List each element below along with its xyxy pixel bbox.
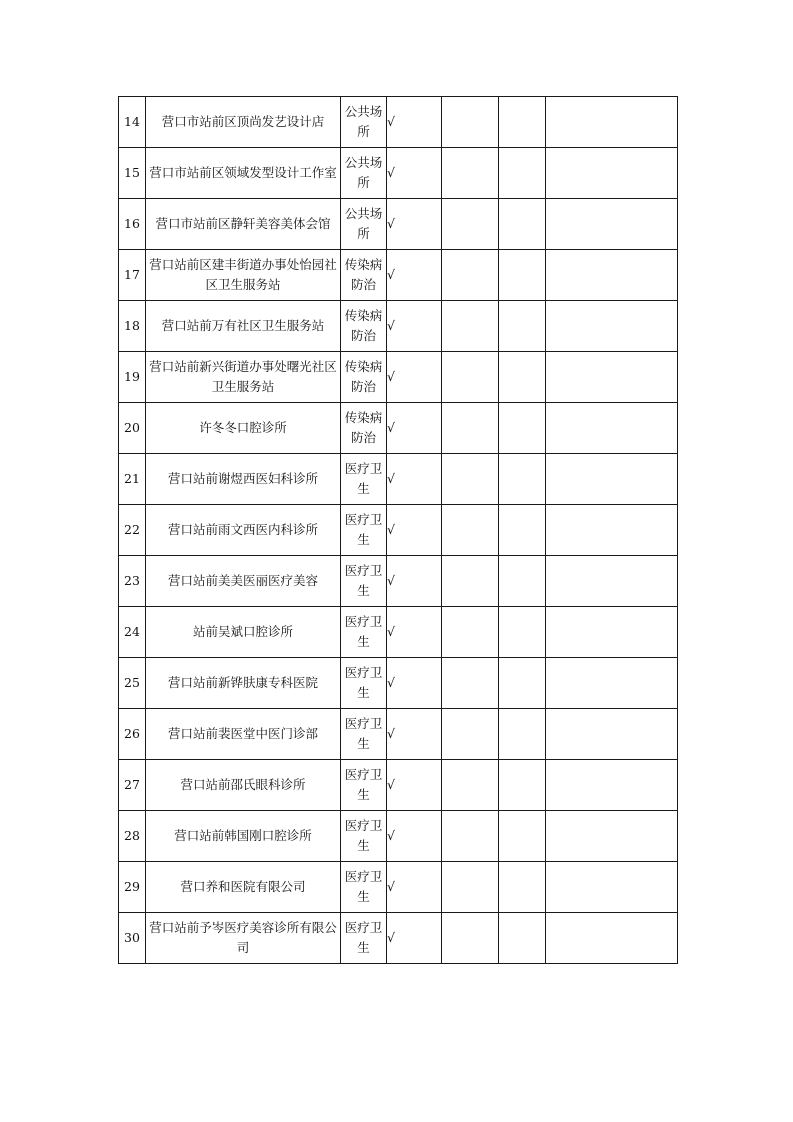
row-number: 20 [119,403,146,454]
check-mark: √ [387,607,442,658]
inspection-category [341,709,387,760]
empty-cell [442,811,499,862]
table-row [119,352,678,403]
empty-cell [546,760,678,811]
facility-name [146,199,341,250]
inspection-category-text: 医疗卫生 [344,920,383,955]
empty-cell [499,352,546,403]
facility-name [146,862,341,913]
facility-name-text: 许冬冬口腔诊所 [199,420,287,435]
check-mark: √ [387,709,442,760]
facility-name-text: 营口站前区建丰街道办事处怡园社区卫生服务站 [149,257,337,292]
check-mark: √ [387,403,442,454]
inspection-category [341,811,387,862]
empty-cell [442,454,499,505]
facility-name-text: 营口站前裴医堂中医门诊部 [167,726,318,741]
table-row [119,97,678,148]
facility-name [146,811,341,862]
inspection-category [341,913,387,964]
empty-cell [546,199,678,250]
inspection-category [341,250,387,301]
empty-cell [499,505,546,556]
facility-name-text: 营口站前邵氏眼科诊所 [180,777,306,792]
empty-cell [546,913,678,964]
empty-cell [442,403,499,454]
empty-cell [546,352,678,403]
inspection-category [341,760,387,811]
empty-cell [546,607,678,658]
facility-name [146,658,341,709]
facility-name [146,352,341,403]
facility-name-text: 营口站前万有社区卫生服务站 [161,318,325,333]
row-number: 29 [119,862,146,913]
check-mark: √ [387,250,442,301]
table-row [119,199,678,250]
facility-name [146,505,341,556]
facility-name [146,709,341,760]
facility-name [146,760,341,811]
check-mark: √ [387,556,442,607]
empty-cell [546,250,678,301]
inspection-category-text: 公共场所 [344,104,383,139]
inspection-category-text: 医疗卫生 [344,563,383,598]
table-row [119,301,678,352]
empty-cell [499,811,546,862]
row-number: 28 [119,811,146,862]
empty-cell [499,607,546,658]
empty-cell [499,658,546,709]
empty-cell [546,301,678,352]
facility-name [146,913,341,964]
row-number: 19 [119,352,146,403]
table-row [119,607,678,658]
empty-cell [499,556,546,607]
empty-cell [442,607,499,658]
table-row [119,760,678,811]
empty-cell [442,658,499,709]
inspection-category-text: 医疗卫生 [344,716,383,751]
inspection-category-text: 传染病防治 [344,410,383,445]
row-number: 25 [119,658,146,709]
empty-cell [442,760,499,811]
inspection-category [341,403,387,454]
check-mark: √ [387,505,442,556]
inspection-category [341,505,387,556]
inspection-category [341,556,387,607]
empty-cell [546,454,678,505]
inspection-category-text: 医疗卫生 [344,818,383,853]
inspection-category [341,607,387,658]
row-number: 21 [119,454,146,505]
facility-name-text: 营口站前谢煜西医妇科诊所 [167,471,318,486]
facility-name [146,556,341,607]
empty-cell [442,862,499,913]
facility-name-text: 营口站前新铧肤康专科医院 [167,675,318,690]
table-row [119,148,678,199]
facility-name [146,97,341,148]
empty-cell [499,760,546,811]
inspection-category-text: 医疗卫生 [344,614,383,649]
row-number: 26 [119,709,146,760]
check-mark: √ [387,658,442,709]
facility-name-text: 营口市站前区领域发型设计工作室 [149,165,337,180]
empty-cell [499,709,546,760]
row-number: 24 [119,607,146,658]
row-number: 14 [119,97,146,148]
facility-name [146,250,341,301]
facility-name-text: 营口市站前区静轩美容美体会馆 [155,216,331,231]
empty-cell [546,403,678,454]
table-row [119,454,678,505]
inspection-category [341,862,387,913]
inspection-category-text: 公共场所 [344,155,383,190]
facility-name-text: 营口站前美美医丽医疗美容 [167,573,318,588]
empty-cell [546,862,678,913]
inspection-category [341,97,387,148]
row-number: 27 [119,760,146,811]
check-mark: √ [387,148,442,199]
facility-name-text: 营口站前雨文西医内科诊所 [167,522,318,537]
facility-name [146,607,341,658]
inspection-category-text: 医疗卫生 [344,512,383,547]
empty-cell [442,301,499,352]
inspection-category [341,301,387,352]
empty-cell [546,811,678,862]
check-mark: √ [387,97,442,148]
row-number: 17 [119,250,146,301]
table-row [119,862,678,913]
table-row [119,913,678,964]
check-mark: √ [387,811,442,862]
empty-cell [499,301,546,352]
empty-cell [546,97,678,148]
check-mark: √ [387,199,442,250]
empty-cell [499,862,546,913]
empty-cell [546,148,678,199]
table-row [119,811,678,862]
row-number: 18 [119,301,146,352]
facility-name [146,301,341,352]
facility-name [146,403,341,454]
empty-cell [442,97,499,148]
inspection-category [341,148,387,199]
inspection-category-text: 传染病防治 [344,359,383,394]
inspection-category-text: 传染病防治 [344,308,383,343]
empty-cell [499,148,546,199]
facility-name [146,454,341,505]
empty-cell [442,556,499,607]
inspection-category-text: 医疗卫生 [344,665,383,700]
check-mark: √ [387,301,442,352]
facility-name-text: 营口市站前区顶尚发艺设计店 [161,114,325,129]
row-number: 15 [119,148,146,199]
check-mark: √ [387,760,442,811]
check-mark: √ [387,454,442,505]
inspection-category [341,199,387,250]
empty-cell [499,913,546,964]
facility-name-text: 站前吴斌口腔诊所 [192,624,293,639]
empty-cell [499,97,546,148]
empty-cell [499,199,546,250]
inspection-category [341,454,387,505]
empty-cell [442,709,499,760]
empty-cell [499,403,546,454]
inspection-category-text: 医疗卫生 [344,767,383,802]
empty-cell [499,250,546,301]
table-body [119,97,678,964]
empty-cell [546,658,678,709]
empty-cell [442,148,499,199]
check-mark: √ [387,862,442,913]
inspection-table [118,96,678,964]
facility-name-text: 营口养和医院有限公司 [180,879,306,894]
empty-cell [546,709,678,760]
facility-name [146,148,341,199]
empty-cell [442,913,499,964]
inspection-category-text: 公共场所 [344,206,383,241]
table-row [119,709,678,760]
check-mark: √ [387,352,442,403]
table-row [119,250,678,301]
inspection-category-text: 医疗卫生 [344,869,383,904]
empty-cell [499,454,546,505]
empty-cell [442,199,499,250]
table-row [119,556,678,607]
facility-name-text: 营口站前新兴街道办事处曙光社区卫生服务站 [149,359,337,394]
inspection-category [341,352,387,403]
inspection-category [341,658,387,709]
row-number: 30 [119,913,146,964]
table-row [119,658,678,709]
empty-cell [442,505,499,556]
facility-name-text: 营口站前韩国刚口腔诊所 [174,828,312,843]
table-row [119,403,678,454]
row-number: 16 [119,199,146,250]
facility-name-text: 营口站前予岑医疗美容诊所有限公司 [149,920,337,955]
empty-cell [442,250,499,301]
empty-cell [546,505,678,556]
row-number: 23 [119,556,146,607]
row-number: 22 [119,505,146,556]
inspection-category-text: 传染病防治 [344,257,383,292]
check-mark: √ [387,913,442,964]
inspection-category-text: 医疗卫生 [344,461,383,496]
table-row [119,505,678,556]
empty-cell [546,556,678,607]
empty-cell [442,352,499,403]
